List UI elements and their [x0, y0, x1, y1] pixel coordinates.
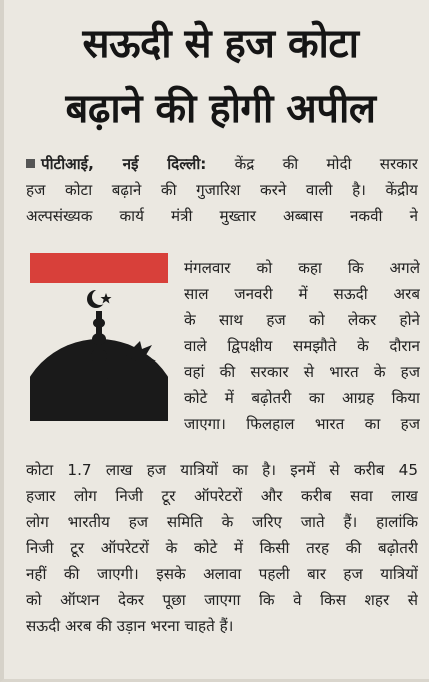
- article-line: अल्पसंख्यक कार्य मंत्री मुख्तार अब्बास नकवी ने: [26, 207, 418, 225]
- article-line: साल जनवरी में सऊदी अरब: [184, 285, 420, 303]
- article-line: वाले द्विपक्षीय समझौते के दौरान: [184, 337, 420, 355]
- article-dateline: पीटीआई, नई दिल्ली:: [41, 155, 207, 173]
- article-line: लोग भारतीय हज समिति के जरिए जाते हैं। हालांकि: [26, 513, 418, 531]
- article-line: को ऑप्शन देकर पूछा जाएगा कि वे किस शहर से: [26, 591, 418, 609]
- article-line: हजार लोग निजी टूर ऑपरेटरों और करीब सवा लाख: [26, 487, 418, 505]
- hajj-mosque-crescent-dove-icon: [30, 253, 168, 448]
- article-top: [26, 151, 418, 229]
- article-line-text: केंद्र की मोदी सरकार: [234, 155, 418, 173]
- article-line: के साथ हज को लेकर होने: [184, 311, 420, 329]
- article-line: कोटा 1.7 लाख हज यात्रियों का है। इनमें से करीब 45: [26, 461, 418, 479]
- article-line: [26, 151, 418, 177]
- article-line: मंगलवार को कहा कि अगले: [184, 259, 420, 277]
- article-line: जाएगा। फिलहाल भारत का हज: [184, 415, 420, 433]
- article-line: हज कोटा बढ़ाने की गुजारिश करने वाली है। केंद्रीय: [26, 181, 418, 199]
- article-line: वहां की सरकार से भारत के हज: [184, 363, 420, 381]
- article-line: नहीं की जाएगी। इसके अलावा पहली बार हज यात्रियों: [26, 565, 418, 583]
- headline-line-2: बढ़ाने की होगी अपील: [65, 86, 376, 132]
- headline-line-1: सऊदी से हज कोटा: [82, 21, 359, 67]
- article-bottom: [26, 457, 418, 639]
- article-line: सऊदी अरब की उड़ान भरना चाहते हैं।: [26, 617, 234, 635]
- article-line: कोटे में बढ़ोतरी का आग्रह किया: [184, 389, 420, 407]
- article-wrap-column: [184, 255, 420, 437]
- article-line: निजी टूर ऑपरेटरों के कोटे में किसी तरह की बढ़ोतरी: [26, 539, 418, 557]
- bullet-square-icon: [26, 159, 35, 168]
